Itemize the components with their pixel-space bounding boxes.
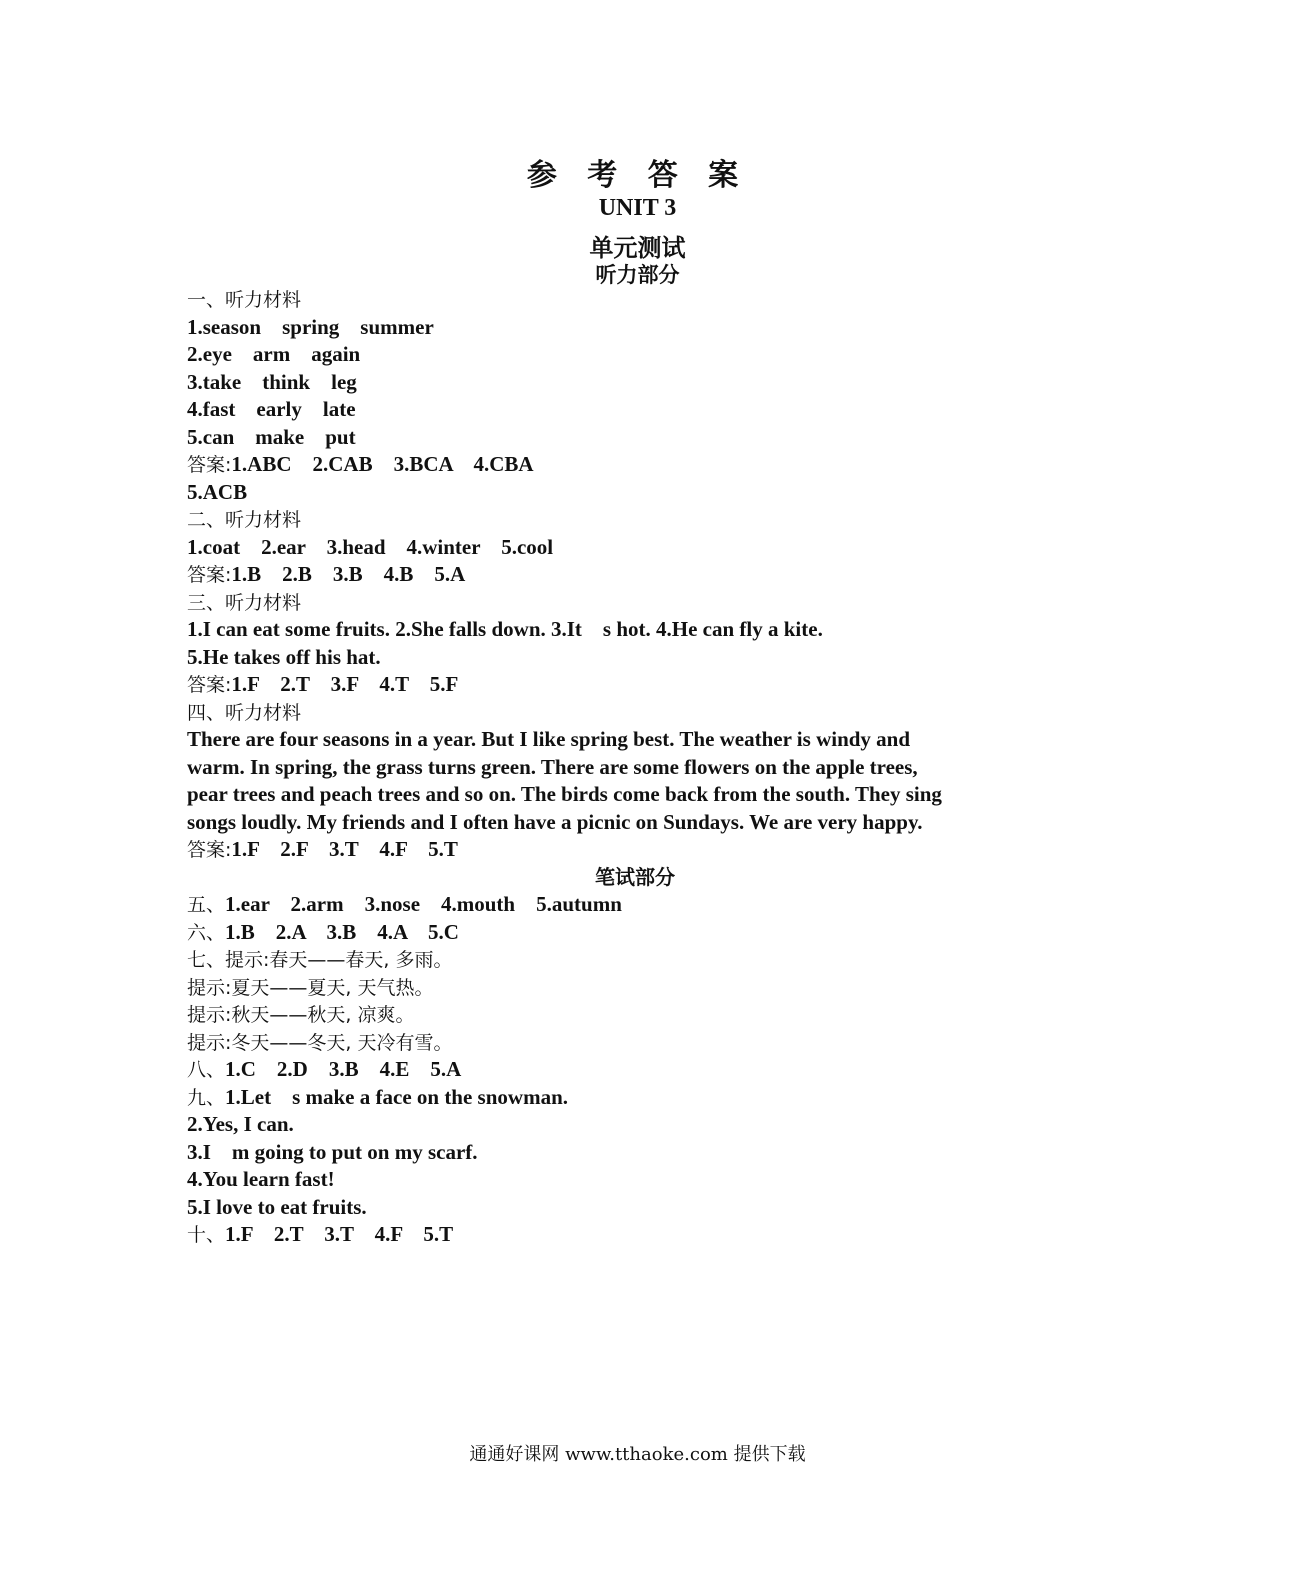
listening-section-heading: 听力部分 [595, 262, 680, 287]
footer-source-note: 通通好课网 www.tthaoke.com 提供下载 [469, 1444, 806, 1465]
answer-line: 答案:1.B 2.B 3.B 4.B 5.A [187, 562, 466, 586]
listening-answers [187, 286, 1087, 864]
answer-line: 四、听力材料 [187, 701, 302, 724]
answer-line: 七、提示:春天——春天, 多雨。 [187, 949, 453, 971]
answer-line: 一、听力材料 [187, 289, 302, 311]
answer-line: 1.I can eat some fruits. 2.She falls down. 3.It s hot. 4.He can fly a kite. [187, 617, 823, 641]
answer-line: 五、1.ear 2.arm 3.nose 4.mouth 5.autumn [187, 892, 622, 916]
answer-content [187, 286, 1087, 1249]
answer-line: 答案:1.F 2.F 3.T 4.F 5.T [187, 837, 458, 861]
answer-line: 十、1.F 2.T 3.T 4.F 5.T [187, 1222, 454, 1246]
answer-line: 5.I love to eat fruits. [187, 1194, 367, 1219]
unit-title: UNIT 3 [598, 195, 677, 221]
answer-line: 六、1.B 2.A 3.B 4.A 5.C [187, 919, 459, 944]
answer-line: 5.can make put [187, 424, 356, 449]
answer-line: 2.Yes, I can. [187, 1112, 294, 1136]
answer-line: 2.eye arm again [187, 342, 361, 366]
answer-line: 3.take think leg [187, 369, 357, 394]
answer-line: warm. In spring, the grass turns green. There are some flowers on the apple trees, [187, 754, 918, 779]
answer-line: 答案:1.F 2.T 3.F 4.T 5.F [187, 672, 459, 696]
answer-line: 1.coat 2.ear 3.head 4.winter 5.cool [187, 534, 554, 559]
page-title: 参 考 答 案 [526, 158, 749, 193]
answer-line: 提示:秋天——秋天, 凉爽。 [187, 1004, 415, 1026]
answer-line: 4.You learn fast! [187, 1167, 335, 1191]
answer-line: 5.ACB [187, 479, 248, 504]
answer-line: 4.fast early late [187, 397, 356, 421]
answer-line: 5.He takes off his hat. [187, 644, 381, 669]
answer-line: 1.season spring summer [187, 314, 434, 339]
answer-line: songs loudly. My friends and I often have a picnic on Sundays. We are very happy. [187, 809, 923, 834]
test-title: 单元测试 [589, 233, 686, 262]
writing-section-heading: 笔试部分 [595, 864, 675, 889]
answer-line: 答案:1.ABC 2.CAB 3.BCA 4.CBA [187, 452, 534, 476]
answer-line: 3.I m going to put on my scarf. [187, 1139, 478, 1164]
answer-line: 八、1.C 2.D 3.B 4.E 5.A [187, 1057, 462, 1081]
answer-line: 三、听力材料 [187, 591, 302, 614]
answer-line: 提示:夏天——夏天, 天气热。 [187, 976, 434, 999]
answer-line: 二、听力材料 [187, 509, 302, 531]
answer-line: There are four seasons in a year. But I like spring best. The weather is windy and [187, 727, 911, 751]
writing-answers [187, 891, 1087, 1249]
answer-line: pear trees and peach trees and so on. The birds come back from the south. They sing [187, 782, 942, 806]
answer-line: 提示:冬天——冬天, 天冷有雪。 [187, 1031, 453, 1054]
answer-line: 九、1.Let s make a face on the snowman. [187, 1084, 568, 1109]
